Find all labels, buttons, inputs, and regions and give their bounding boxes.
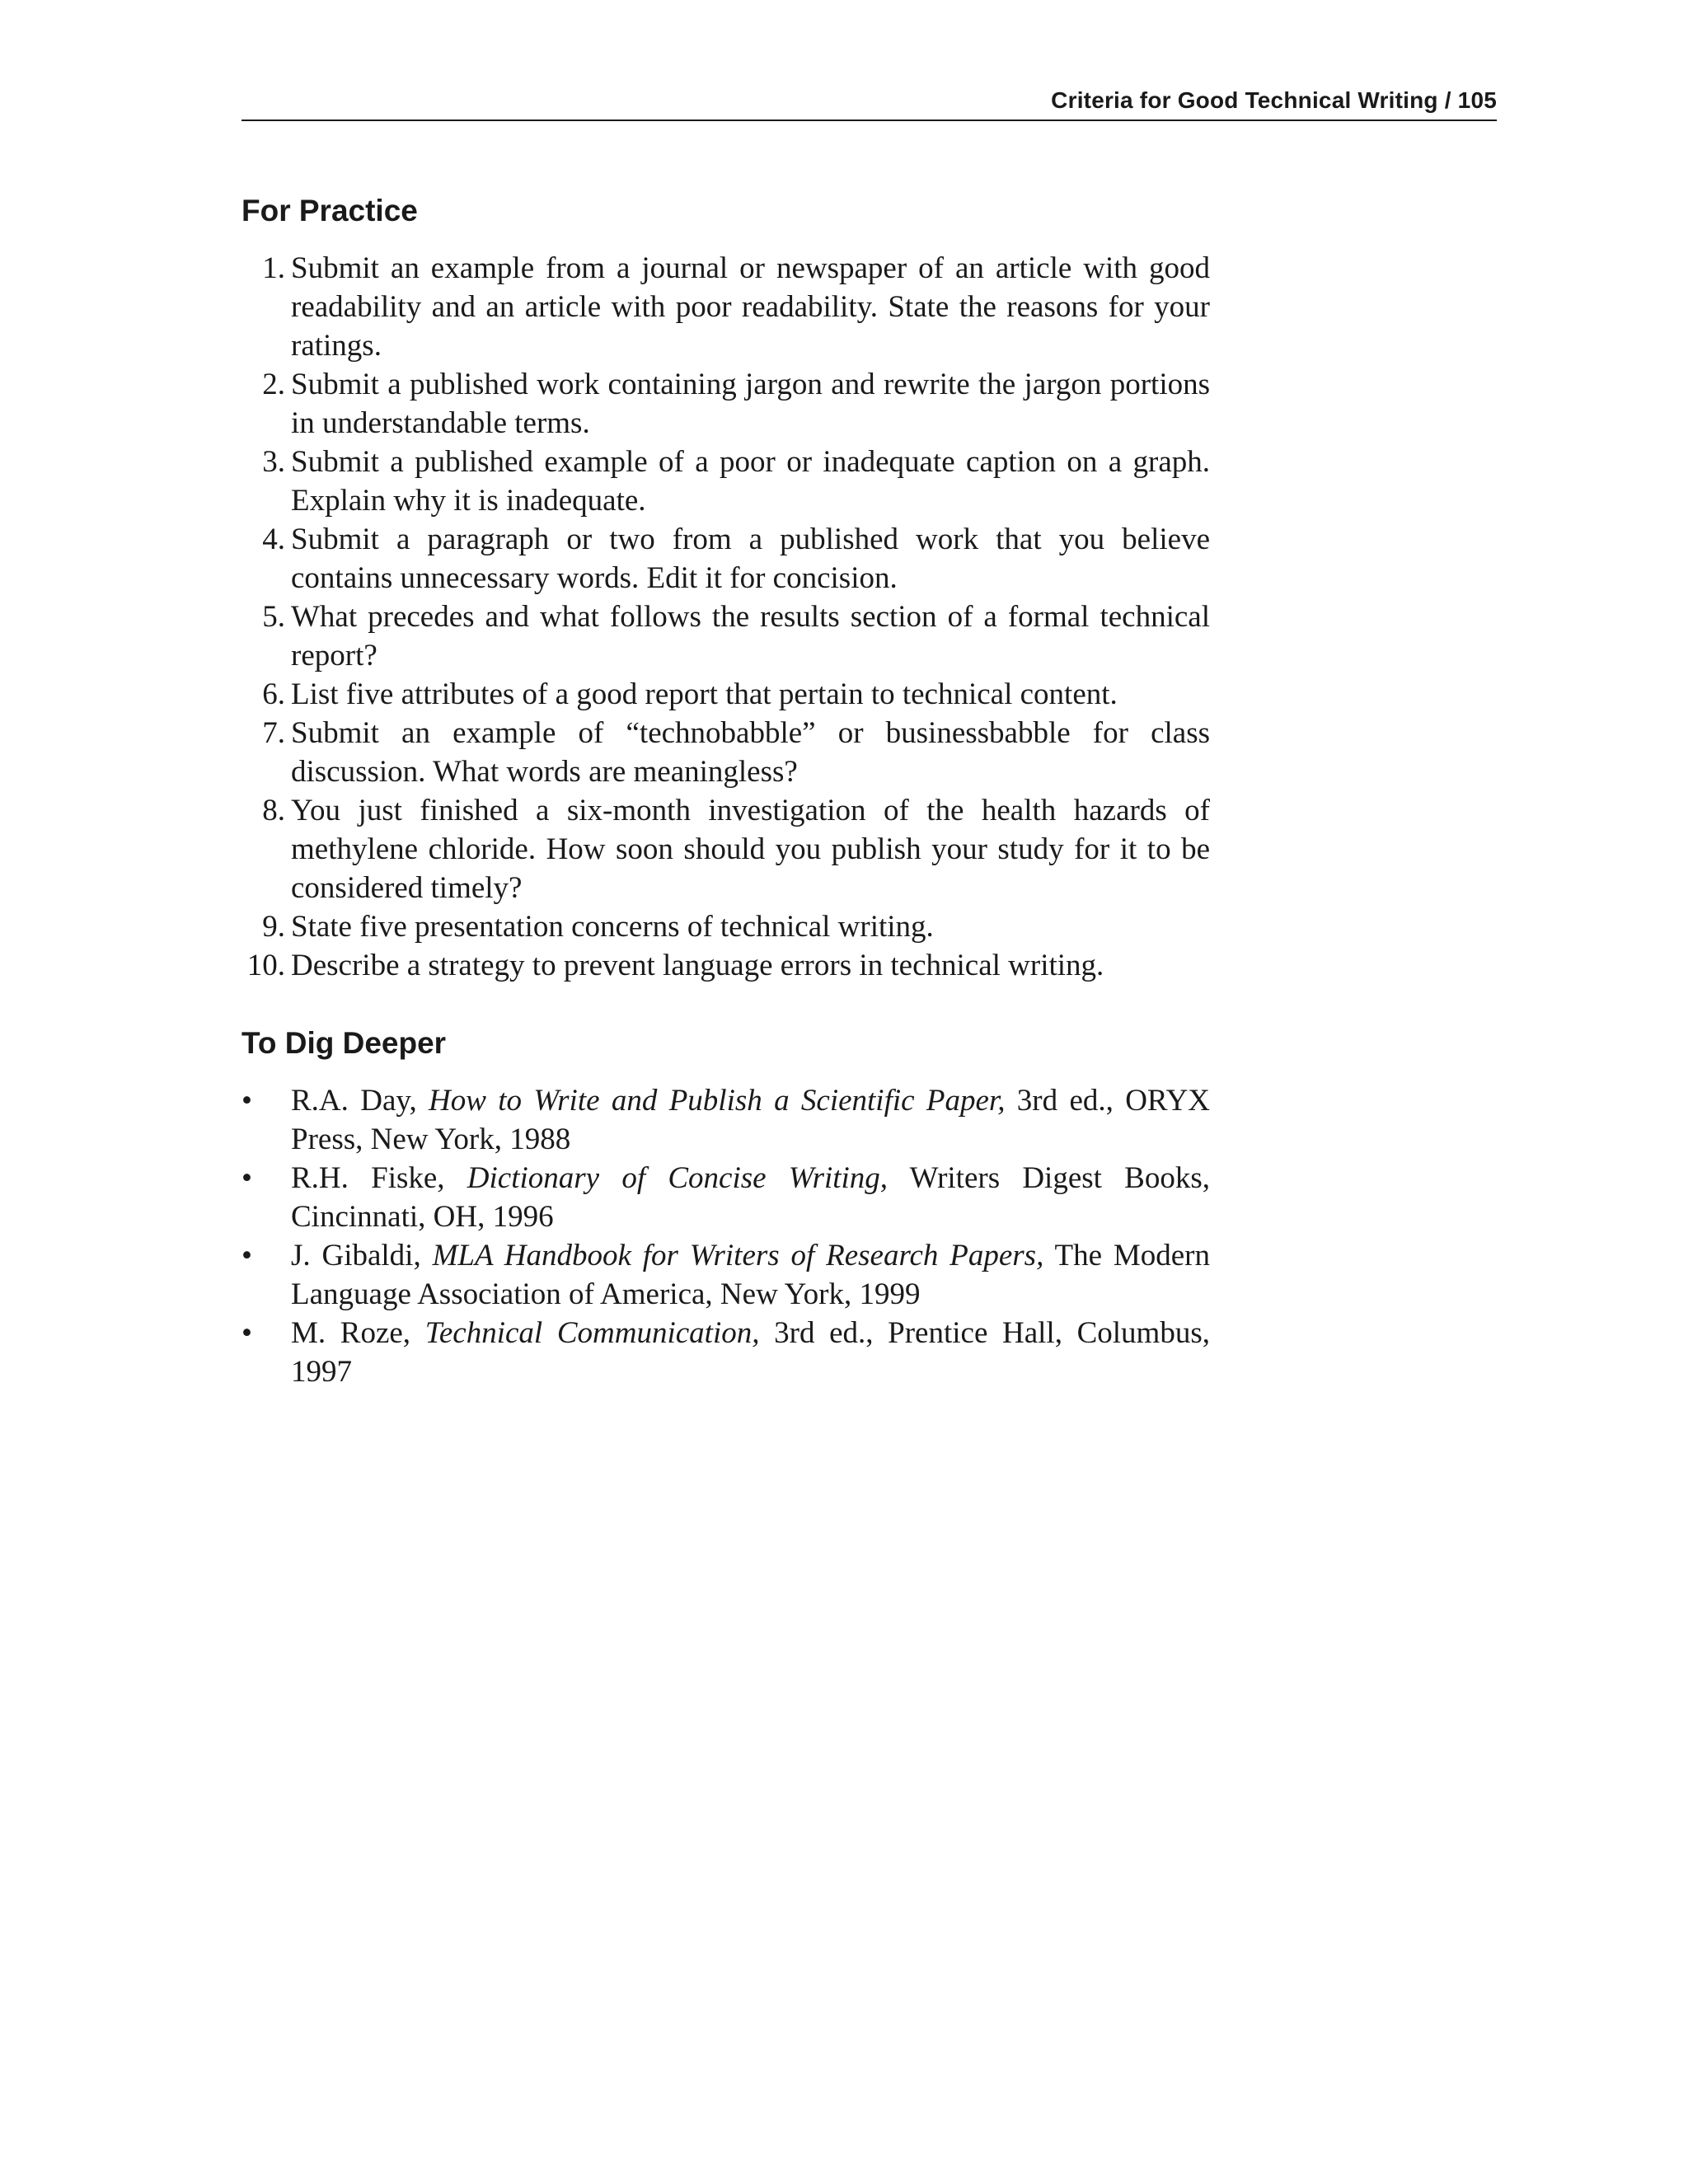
item-number: 1. xyxy=(262,251,285,285)
practice-item xyxy=(241,365,1210,443)
reference-publication: The Modern Language Association of America, New York, 1999 xyxy=(291,1239,1210,1311)
reference-title: How to Write and Publish a Scientific Paper, xyxy=(429,1084,1006,1118)
item-text: Describe a strategy to prevent language errors in technical writing. xyxy=(291,949,1104,982)
running-head: Criteria for Good Technical Writing / 105 xyxy=(1051,87,1497,113)
practice-item xyxy=(241,714,1210,791)
item-number: 5. xyxy=(262,600,285,634)
practice-item xyxy=(241,249,1210,365)
bullet-icon: • xyxy=(241,1239,252,1272)
bullet-icon: • xyxy=(241,1316,252,1350)
reference-title: Dictionary of Concise Writing, xyxy=(467,1161,889,1195)
item-text: Submit a published example of a poor or inadequate caption on a graph. Explain why it is inadequate. xyxy=(291,445,1210,518)
practice-item xyxy=(241,598,1210,675)
practice-item xyxy=(241,443,1210,520)
practice-item xyxy=(241,675,1210,714)
reference-item xyxy=(241,1159,1210,1236)
item-text: Submit a published work containing jargon and rewrite the jargon portions in understandable terms. xyxy=(291,368,1210,440)
item-number: 2. xyxy=(262,368,285,401)
item-number: 4. xyxy=(262,523,285,556)
reference-author: R.A. Day, xyxy=(291,1084,429,1118)
practice-item xyxy=(241,907,1210,946)
reference-publication: 3rd ed., ORYX Press, New York, 1988 xyxy=(291,1084,1211,1156)
practice-item xyxy=(241,946,1210,985)
reference-title: Technical Communication, xyxy=(424,1316,760,1350)
reference-publication: Writers Digest Books, Cincinnati, OH, 1996 xyxy=(291,1161,1210,1234)
item-text: You just finished a six-month investigation of the health hazards of methylene chloride. How soon should you publish your study for it to be considered timely? xyxy=(291,794,1210,905)
practice-list xyxy=(241,249,1210,985)
item-text: Submit an example of “technobabble” or businessbabble for class discussion. What words are meaningless? xyxy=(291,716,1210,789)
item-number: 10. xyxy=(246,949,285,982)
item-number: 3. xyxy=(262,445,285,479)
reference-author: R.H. Fiske, xyxy=(291,1161,467,1195)
bullet-icon: • xyxy=(241,1084,252,1118)
item-text: Submit an example from a journal or newspaper of an article with good readability and an article with poor readability. State the reasons for your ratings. xyxy=(291,251,1210,363)
item-number: 6. xyxy=(262,677,285,711)
reference-item xyxy=(241,1236,1210,1314)
practice-item xyxy=(241,791,1210,907)
reading-list xyxy=(241,1081,1210,1391)
item-text: What precedes and what follows the results section of a formal technical report? xyxy=(291,600,1210,673)
section-heading-for-practice: For Practice xyxy=(241,194,418,227)
reference-author: J. Gibaldi, xyxy=(291,1239,433,1272)
section-heading-to-dig-deeper: To Dig Deeper xyxy=(241,1026,447,1060)
reference-publication: 3rd ed., Prentice Hall, Columbus, 1997 xyxy=(291,1316,1210,1389)
item-text: Submit a paragraph or two from a published work that you believe contains unnecessary words. Edit it for concision. xyxy=(291,523,1210,595)
reference-item xyxy=(241,1314,1210,1391)
item-text: List five attributes of a good report that pertain to technical content. xyxy=(291,677,1118,711)
item-text: State five presentation concerns of technical writing. xyxy=(291,910,934,944)
reference-item xyxy=(241,1081,1210,1159)
reference-author: M. Roze, xyxy=(291,1316,425,1350)
item-number: 7. xyxy=(262,716,285,750)
item-number: 8. xyxy=(262,794,285,827)
reference-title: MLA Handbook for Writers of Research Papers, xyxy=(432,1239,1044,1272)
bullet-icon: • xyxy=(241,1161,252,1195)
item-number: 9. xyxy=(262,910,285,944)
header-rule xyxy=(241,120,1497,121)
practice-item xyxy=(241,520,1210,598)
